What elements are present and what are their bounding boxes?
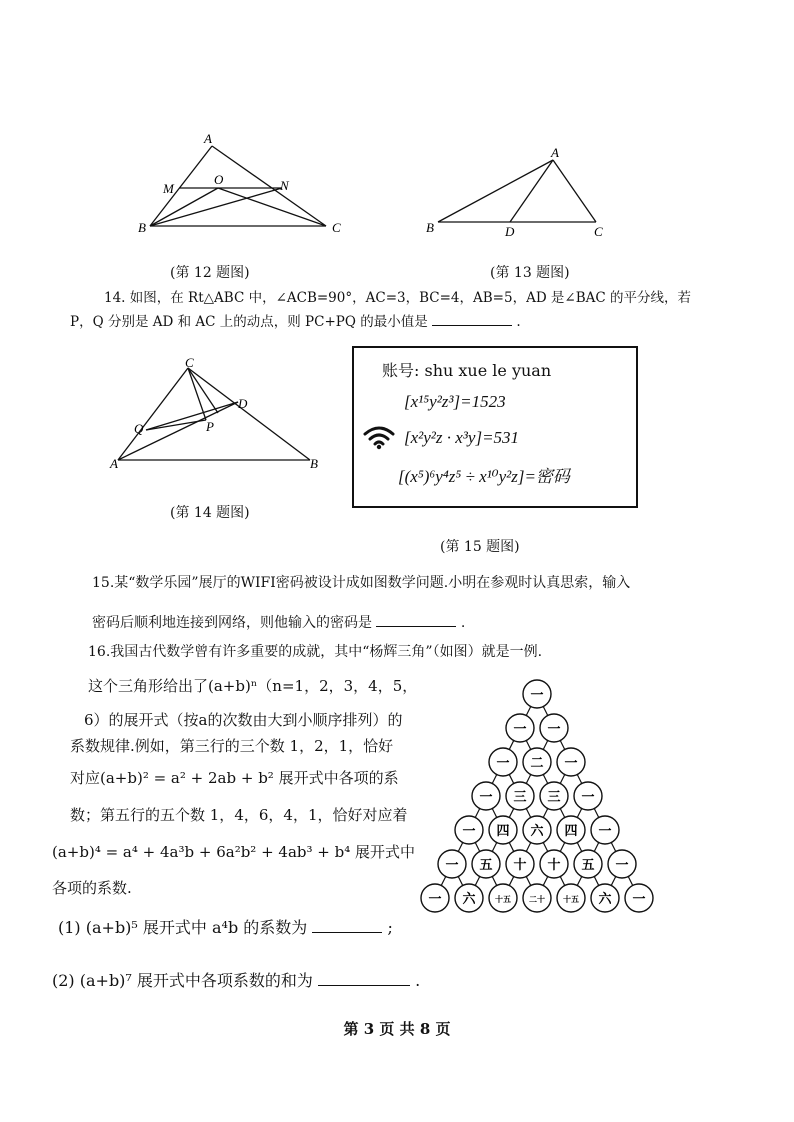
triangle-value: 十: [547, 858, 561, 873]
triangle-value: 四: [496, 824, 510, 839]
fig12-segment-bo: [150, 188, 218, 226]
q14-line-2-end: .: [516, 314, 521, 330]
fig15-row-2: [x²y²z · x³y]=531: [404, 428, 520, 447]
triangle-value: 一: [581, 790, 595, 805]
triangle-value: 十五: [495, 895, 511, 904]
triangle-value: 一: [598, 824, 612, 839]
triangle-value: 一: [513, 722, 527, 737]
fig13-label-d: D: [505, 224, 515, 239]
triangle-value: 五: [581, 858, 595, 873]
triangle-value: 二: [530, 756, 544, 771]
triangle-value: 十五: [563, 895, 579, 904]
q16-line-6: 数；第五行的五个数 1，4，6，4，1，恰好对应着: [70, 806, 408, 824]
q16-sub-1-text: (1) (a+b)⁵ 展开式中 a⁴b 的系数为: [58, 918, 308, 937]
q14-line-2: [70, 311, 521, 332]
triangle-value: 一: [462, 824, 476, 839]
figure-12: [130, 128, 360, 243]
q15-answer-blank[interactable]: [376, 612, 456, 627]
fig14-label-a: A: [110, 456, 118, 471]
q14-answer-blank[interactable]: [432, 311, 512, 326]
fig12-segment-co: [218, 188, 326, 226]
triangle-value: 六: [462, 892, 476, 907]
triangle-value: 五: [479, 858, 493, 873]
triangle-value: 一: [564, 756, 578, 771]
q16-line-2: 这个三角形给出了(a+b)ⁿ（n=1，2，3，4，5，: [88, 677, 418, 695]
q16-line-7: (a+b)⁴ = a⁴ + 4a³b + 6a²b² + 4ab³ + b⁴ 展开式中: [52, 843, 416, 861]
fig12-label-m: M: [163, 181, 174, 196]
fig13-side-ab: [438, 160, 553, 222]
triangle-value: 一: [496, 756, 510, 771]
fig14-segment-c-to-ad: [188, 368, 218, 413]
q16-sub-2-text: (2) (a+b)⁷ 展开式中各项系数的和为: [52, 971, 313, 990]
q16-sub-1-end: ;: [387, 918, 393, 937]
wifi-icon: [362, 424, 396, 450]
fig15-row-1: [x¹⁵y²z³]=1523: [404, 392, 506, 411]
triangle-value: 一: [428, 892, 442, 907]
fig13-side-ac: [553, 160, 596, 222]
fig12-label-a: A: [204, 131, 212, 146]
triangle-value: 一: [479, 790, 493, 805]
fig13-label-c: C: [594, 224, 603, 239]
q14-line-2-text: P，Q 分别是 AD 和 AC 上的动点，则 PC+PQ 的最小值是: [70, 314, 428, 330]
fig12-label-o: O: [214, 172, 224, 187]
fig12-side-ac: [212, 146, 326, 226]
triangle-value: 二十: [529, 895, 545, 904]
q16-line-5: 对应(a+b)² = a² + 2ab + b² 展开式中各项的系: [70, 769, 399, 787]
fig13-segment-ad: [510, 160, 553, 222]
q15-line-2: [92, 612, 465, 633]
fig12-side-ab: [150, 146, 212, 226]
q16-line-8: 各项的系数.: [52, 879, 132, 897]
q15-line-1: 15.某“数学乐园”展厅的WIFI密码被设计成如图数学问题.小明在参观时认真思索，输入: [92, 575, 631, 591]
fig14-label-b: B: [310, 456, 318, 471]
q16-sub-1-blank[interactable]: [312, 918, 382, 933]
q16-sub-1: [58, 915, 393, 938]
triangle-value: 四: [564, 824, 578, 839]
triangle-value: 十: [513, 858, 527, 873]
fig14-side-ca: [118, 368, 188, 460]
fig15-row-3: [(x⁵)⁶y⁴z⁵ ÷ x¹⁰y²z]=密码: [398, 467, 570, 486]
triangle-value: 六: [598, 892, 612, 907]
fig14-label-d: D: [238, 396, 248, 411]
triangle-value: 一: [632, 892, 646, 907]
triangle-value: 六: [530, 824, 544, 839]
triangle-value: 一: [445, 858, 459, 873]
triangle-value: 一: [530, 688, 544, 703]
fig14-segment-qd: [146, 402, 238, 430]
figure-13: [420, 140, 620, 245]
yanghui-triangle: [412, 676, 662, 926]
fig12-label-n: N: [280, 178, 289, 193]
q16-sub-2: [52, 968, 420, 991]
q16-line-3: 6）的展开式（按a的次数由大到小顺序排列）的: [84, 711, 403, 729]
triangle-value: 一: [547, 722, 561, 737]
figure-14: [108, 358, 323, 473]
fig13-label-b: B: [426, 220, 434, 235]
q16-line-1: 16.我国古代数学曾有许多重要的成就，其中“杨辉三角”（如图）就是一例.: [88, 644, 543, 660]
fig15-account: 账号: shu xue le yuan: [382, 361, 552, 380]
q15-line-2-text: 密码后顺利地连接到网络，则他输入的密码是: [92, 615, 372, 631]
q15-line-2-end: .: [460, 615, 466, 631]
fig15-caption: (第 15 题图): [440, 539, 520, 555]
page-footer: 第 3 页 共 8 页: [343, 1020, 451, 1038]
triangle-value: 三: [547, 790, 561, 805]
fig13-label-a: A: [551, 145, 559, 160]
q14-line-1: 14. 如图，在 Rt△ABC 中，∠ACB=90°，AC=3，BC=4，AB=5，AD 是∠BAC 的平分线，若: [104, 290, 692, 306]
q16-sub-2-end: .: [415, 971, 421, 990]
fig12-label-c: C: [332, 220, 341, 235]
q16-line-4: 系数规律.例如，第三行的三个数 1，2，1，恰好: [70, 737, 394, 755]
fig14-caption: (第 14 题图): [170, 505, 250, 521]
triangle-value: 三: [513, 790, 527, 805]
fig12-label-b: B: [138, 220, 146, 235]
fig12-caption: (第 12 题图): [170, 265, 250, 281]
fig14-side-cb: [188, 368, 310, 460]
fig14-label-p: P: [206, 419, 214, 434]
fig13-caption: (第 13 题图): [490, 265, 570, 281]
triangle-value: 一: [615, 858, 629, 873]
q16-sub-2-blank[interactable]: [318, 971, 410, 986]
fig14-label-c: C: [185, 358, 194, 370]
fig14-label-q: Q: [134, 421, 144, 436]
